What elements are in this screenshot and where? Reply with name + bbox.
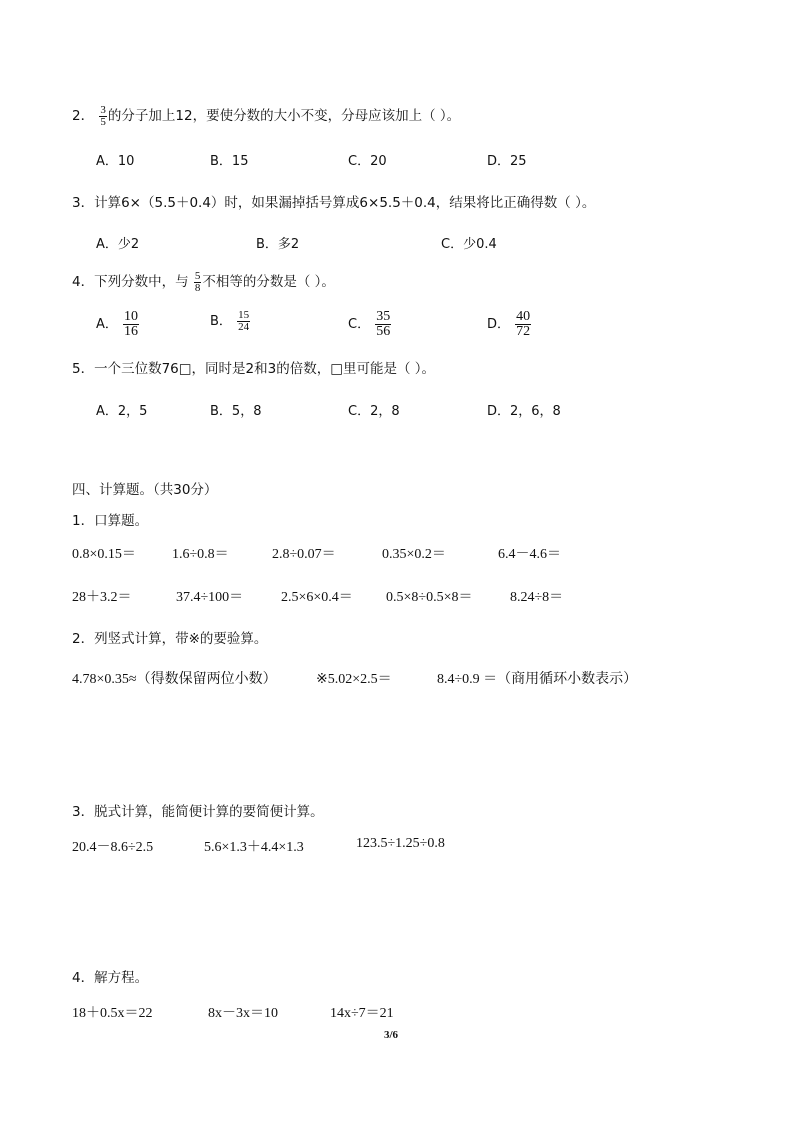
option-d: D．25: [487, 154, 527, 169]
option-a: A．10: [96, 154, 135, 169]
option-b: B．多2: [256, 237, 300, 252]
oral-calc-item: 8.24÷8＝: [510, 590, 564, 605]
oral-calc-item: 28＋3.2＝: [72, 590, 132, 605]
question-2: [72, 104, 460, 128]
stepwise-calc-item: 20.4－8.6÷2.5: [72, 840, 154, 855]
page-number: 3/6: [384, 1029, 399, 1041]
section-title: 四、计算题。（共30分）: [72, 482, 218, 498]
question-3: [72, 191, 595, 211]
stepwise-calc-item: 5.6×1.3＋4.4×1.3: [204, 840, 304, 855]
stepwise-calc-item: 123.5÷1.25÷0.8: [356, 836, 445, 851]
subsection-title-1: 1．口算题。: [72, 513, 149, 529]
fraction-3-5: $\frac{3}{5}$: [100, 103, 106, 128]
fraction-option-a: $\frac{10}{16}$: [124, 309, 139, 339]
option-b: B．15: [210, 154, 249, 169]
oral-calc-item: 6.4－4.6＝: [498, 547, 561, 562]
option-a: A． $\frac{10}{16}$: [96, 309, 139, 339]
option-d: D．2，6，8: [487, 404, 561, 419]
question-5: [72, 357, 435, 377]
fraction-5-8: $\frac{5}{8}$: [194, 269, 201, 294]
vertical-calc-item: ※5.02×2.5＝: [316, 672, 392, 687]
option-b: B． $\frac{15}{24}$: [210, 309, 250, 333]
question-text: 的分子加上12，要使分数的大小不变，分母应该加上（ ）。: [107, 108, 461, 124]
oral-calc-item: 37.4÷100＝: [176, 590, 244, 605]
option-a: A．2，5: [96, 404, 148, 419]
subsection-title-2: 2．列竖式计算，带※的要验算。: [72, 631, 268, 647]
question-number: 3．: [72, 195, 95, 211]
question-number: 4．: [72, 274, 95, 290]
question-text: 计算6×（5.5＋0.4）时，如果漏掉括号算成6×5.5＋0.4，结果将比正确得数（ ）。: [94, 195, 596, 211]
oral-calc-item: 2.5×6×0.4＝: [281, 590, 353, 605]
option-c: C．2，8: [348, 404, 400, 419]
vertical-calc-item: 8.4÷0.9 ＝（商用循环小数表示）: [437, 672, 638, 687]
fraction-option-d: $\frac{40}{72}$: [516, 309, 531, 339]
fraction-option-c: $\frac{35}{56}$: [376, 309, 391, 339]
oral-calc-item: 0.35×0.2＝: [382, 547, 446, 562]
equation-item: 18＋0.5x＝22: [72, 1006, 153, 1021]
option-b: B．5，8: [210, 404, 262, 419]
option-c: C．20: [348, 154, 387, 169]
oral-calc-item: 1.6÷0.8＝: [172, 547, 229, 562]
oral-calc-item: 0.8×0.15＝: [72, 547, 136, 562]
option-c: C．少0.4: [441, 237, 497, 252]
question-number: 5．: [72, 361, 95, 377]
question-4: 4．下列分数中，与 $\frac{5}{8}$ 不相等的分数是（ ）。: [72, 269, 335, 294]
option-c: C． $\frac{35}{56}$: [348, 309, 391, 339]
option-d: D． $\frac{40}{72}$: [487, 309, 531, 339]
fraction-option-b: $\frac{15}{24}$: [238, 309, 250, 333]
oral-calc-item: 0.5×8÷0.5×8＝: [386, 590, 473, 605]
question-number: 2．: [72, 108, 95, 124]
question-text: 一个三位数76□，同时是2和3的倍数，□里可能是（ ）。: [94, 361, 436, 377]
subsection-title-4: 4．解方程。: [72, 970, 149, 986]
option-a: A．少2: [96, 237, 140, 252]
oral-calc-item: 2.8÷0.07＝: [272, 547, 336, 562]
equation-item: 14x÷7＝21: [330, 1006, 394, 1021]
vertical-calc-item: 4.78×0.35≈（得数保留两位小数）: [72, 672, 277, 687]
subsection-title-3: 3．脱式计算，能简便计算的要简便计算。: [72, 804, 324, 820]
equation-item: 8x－3x＝10: [208, 1006, 278, 1021]
